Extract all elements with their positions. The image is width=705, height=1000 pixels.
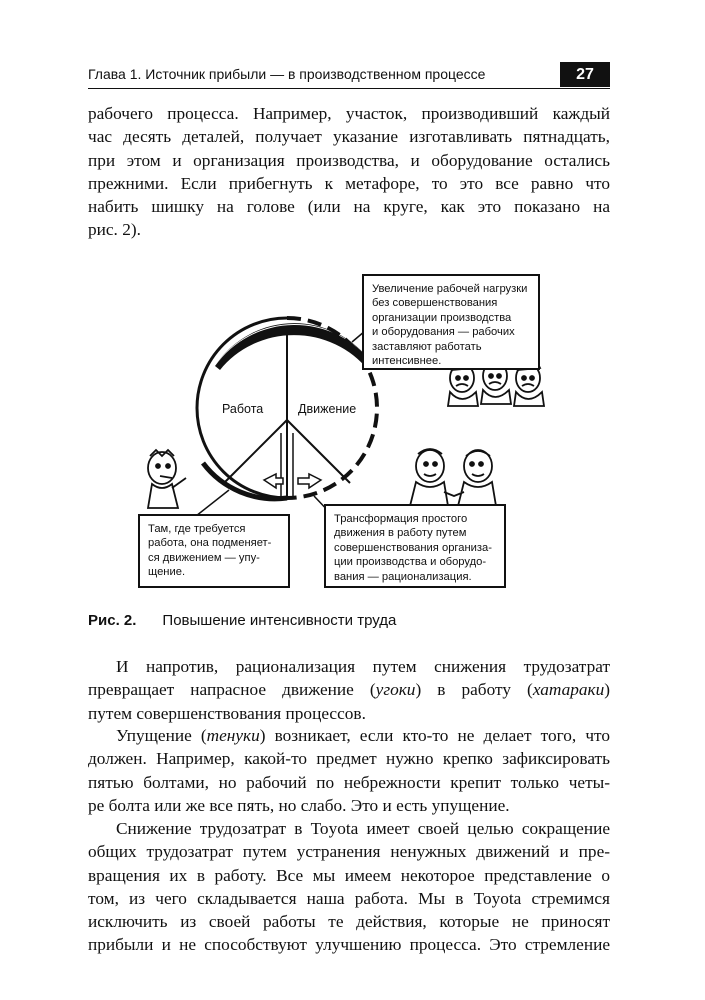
lone-worker-icon bbox=[148, 450, 186, 508]
callout-line: Там, где требуется bbox=[148, 523, 246, 535]
text-line: должен. Например, какой-то предмет нужно крепко зафиксировать bbox=[88, 749, 610, 769]
figure-2 bbox=[88, 258, 610, 598]
text-line: рабочего процесса. Например, участок, производивший каждый bbox=[88, 104, 610, 123]
text-line: И напротив, рационализация путем снижения трудозатрат bbox=[116, 657, 610, 676]
text-line: прибыли и не способствуют улучшению процесса. Это стремление bbox=[88, 935, 610, 955]
left-diagonal bbox=[224, 420, 287, 483]
text-line: Снижение трудозатрат в Toyota имеет своей целью сокращение bbox=[116, 819, 610, 838]
text-run: превращает напрасное движение ( bbox=[88, 680, 376, 700]
text-line: прежними. Если прибегнуть к метафоре, то это все равно что bbox=[88, 173, 610, 193]
text-line: общих трудозатрат путем устранения ненужных движений и пре- bbox=[88, 842, 610, 862]
caption-text: Повышение интенсивности труда bbox=[162, 612, 397, 629]
text-run: ) возникает, если кто-то не делает того, что bbox=[259, 726, 610, 745]
page-number: 27 bbox=[560, 62, 610, 87]
chapter-title: Глава 1. Источник прибыли — в производственном процессе bbox=[88, 66, 486, 82]
label-movement: Движение bbox=[298, 402, 357, 416]
text-line: путем совершенствования процессов. bbox=[88, 703, 366, 723]
callout-line: и оборудования — рабочих bbox=[372, 326, 515, 339]
callout-line: заставляют работать bbox=[372, 340, 482, 353]
callout-line: Трансформация простого bbox=[334, 513, 468, 525]
text-line: том, из чего складывается наша работа. Мы в Toyota стремимся bbox=[88, 888, 610, 908]
text-line: вращения их в работу. Все мы имеем некоторое представление о bbox=[88, 865, 610, 885]
callout-line: работа, она подменяет- bbox=[148, 537, 272, 550]
callout-line: организации производства bbox=[372, 311, 512, 324]
callout-line: движения в работу путем bbox=[334, 527, 467, 540]
text-line bbox=[88, 724, 610, 747]
text-line: набить шишку на голове (или на круге, как это показано на bbox=[88, 197, 610, 217]
callout-line: без совершенствования bbox=[372, 297, 498, 310]
text-run: ) bbox=[604, 680, 610, 700]
callout-right bbox=[324, 504, 506, 588]
callout-left bbox=[138, 514, 290, 588]
paragraph-2 bbox=[88, 655, 610, 725]
text-line bbox=[88, 678, 610, 701]
right-arrow bbox=[298, 474, 321, 488]
pointer-left bbox=[196, 490, 229, 516]
callout-line: ции производства и оборудо- bbox=[334, 556, 487, 569]
running-head bbox=[88, 62, 610, 89]
callout-line: совершенствования организа- bbox=[334, 541, 492, 554]
text-line: час десять деталей, получает указание изготавливать пятнадцать, bbox=[88, 127, 610, 147]
callout-line: Увеличение рабочей нагрузки bbox=[372, 283, 528, 295]
callout-top bbox=[362, 274, 540, 370]
text-line: при этом и организация производства, и оборудование остались bbox=[88, 150, 610, 170]
right-diagonal bbox=[287, 420, 350, 483]
callout-line: интенсивнее. bbox=[372, 355, 442, 368]
text-line: пятью болтами, но рабочий по небрежности крепит только четы- bbox=[88, 772, 610, 792]
callout-line: вания — рационализация. bbox=[334, 570, 472, 583]
italic-term: угоки bbox=[375, 680, 416, 700]
callout-line: щение. bbox=[148, 566, 186, 579]
text-line: ре болта или же все пять, но слабо. Это и есть упущение. bbox=[88, 795, 510, 815]
handshake-workers-icon bbox=[410, 449, 496, 506]
figure-caption bbox=[88, 612, 396, 629]
paragraph-4 bbox=[88, 817, 610, 957]
paragraph-3 bbox=[88, 724, 610, 817]
text-line: исключить из своей работы те действия, которые не приносят bbox=[88, 912, 610, 932]
text-run: Упущение ( bbox=[116, 726, 207, 745]
italic-term: хатараки bbox=[532, 680, 605, 700]
paragraph-1 bbox=[88, 102, 610, 242]
caption-number: Рис. 2. bbox=[88, 612, 137, 629]
left-arrow bbox=[264, 474, 283, 488]
callout-line: ся движением — упу- bbox=[148, 551, 260, 564]
text-run: ) в работу ( bbox=[415, 680, 533, 700]
text-line: рис. 2). bbox=[88, 220, 141, 240]
label-work: Работа bbox=[222, 402, 264, 416]
italic-term: тенуки bbox=[206, 726, 260, 745]
